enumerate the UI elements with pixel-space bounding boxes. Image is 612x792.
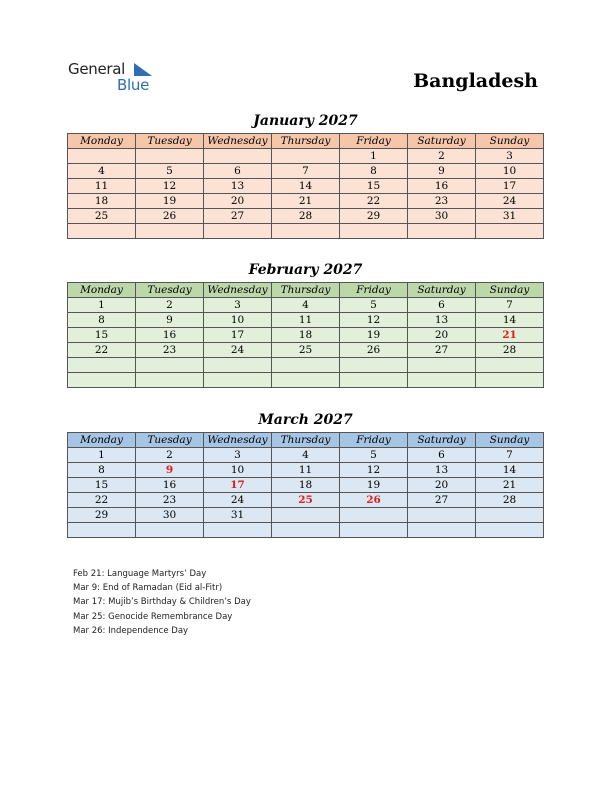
week-row <box>68 463 544 478</box>
day-cell: 26 <box>340 493 408 508</box>
day-cell: 6 <box>204 164 272 179</box>
day-cell: 24 <box>204 493 272 508</box>
day-cell: 9 <box>136 463 204 478</box>
calendar-march <box>67 432 544 538</box>
day-cell: 31 <box>204 508 272 523</box>
day-cell: 29 <box>340 209 408 224</box>
empty-day-cell <box>340 373 408 388</box>
weekday-header-row <box>68 283 544 298</box>
empty-day-cell <box>272 373 340 388</box>
day-cell: 17 <box>204 328 272 343</box>
calendar-body <box>68 298 544 388</box>
day-cell: 17 <box>204 478 272 493</box>
day-cell: 19 <box>136 194 204 209</box>
week-row <box>68 358 544 373</box>
empty-day-cell <box>476 224 544 239</box>
weekday-header-sunday: Sunday <box>476 283 544 298</box>
day-cell: 18 <box>272 328 340 343</box>
week-row <box>68 179 544 194</box>
day-cell: 22 <box>68 493 136 508</box>
day-cell: 8 <box>68 313 136 328</box>
empty-day-cell <box>408 358 476 373</box>
day-cell: 16 <box>136 328 204 343</box>
day-cell: 18 <box>272 478 340 493</box>
empty-day-cell <box>408 224 476 239</box>
weekday-header-saturday: Saturday <box>408 134 476 149</box>
day-cell: 26 <box>136 209 204 224</box>
day-cell: 11 <box>272 313 340 328</box>
empty-day-cell <box>272 224 340 239</box>
week-row <box>68 508 544 523</box>
weekday-header-monday: Monday <box>68 134 136 149</box>
day-cell: 18 <box>68 194 136 209</box>
weekday-header-monday: Monday <box>68 433 136 448</box>
day-cell: 20 <box>408 328 476 343</box>
week-row <box>68 448 544 463</box>
week-row <box>68 209 544 224</box>
day-cell: 13 <box>408 313 476 328</box>
week-row <box>68 164 544 179</box>
empty-day-cell <box>204 523 272 538</box>
weekday-header-friday: Friday <box>340 433 408 448</box>
weekday-header-monday: Monday <box>68 283 136 298</box>
weekday-header-saturday: Saturday <box>408 433 476 448</box>
day-cell: 6 <box>408 448 476 463</box>
day-cell: 24 <box>204 343 272 358</box>
day-cell: 1 <box>68 448 136 463</box>
empty-day-cell <box>68 373 136 388</box>
empty-day-cell <box>340 358 408 373</box>
calendar-february <box>67 282 544 388</box>
weekday-header-tuesday: Tuesday <box>136 433 204 448</box>
day-cell: 4 <box>272 298 340 313</box>
day-cell: 31 <box>476 209 544 224</box>
holiday-note: Feb 21: Language Martyrs’ Day <box>73 569 207 579</box>
day-cell: 13 <box>204 179 272 194</box>
weekday-header-wednesday: Wednesday <box>204 134 272 149</box>
week-row <box>68 523 544 538</box>
day-cell: 25 <box>68 209 136 224</box>
week-row <box>68 224 544 239</box>
day-cell: 7 <box>476 298 544 313</box>
logo <box>68 60 158 96</box>
weekday-header-saturday: Saturday <box>408 283 476 298</box>
empty-day-cell <box>68 149 136 164</box>
empty-day-cell <box>68 224 136 239</box>
day-cell: 27 <box>204 209 272 224</box>
day-cell: 20 <box>408 478 476 493</box>
empty-day-cell <box>340 508 408 523</box>
day-cell: 27 <box>408 343 476 358</box>
day-cell: 25 <box>272 493 340 508</box>
calendar-january <box>67 133 544 239</box>
day-cell: 1 <box>68 298 136 313</box>
empty-day-cell <box>340 523 408 538</box>
weekday-header-sunday: Sunday <box>476 433 544 448</box>
day-cell: 4 <box>272 448 340 463</box>
week-row <box>68 328 544 343</box>
empty-day-cell <box>272 523 340 538</box>
weekday-header-friday: Friday <box>340 134 408 149</box>
day-cell: 16 <box>408 179 476 194</box>
weekday-header-tuesday: Tuesday <box>136 134 204 149</box>
day-cell: 26 <box>340 343 408 358</box>
day-cell: 7 <box>272 164 340 179</box>
weekday-header-thursday: Thursday <box>272 283 340 298</box>
weekday-header-friday: Friday <box>340 283 408 298</box>
empty-day-cell <box>340 224 408 239</box>
day-cell: 22 <box>340 194 408 209</box>
week-row <box>68 478 544 493</box>
day-cell: 21 <box>476 328 544 343</box>
day-cell: 21 <box>272 194 340 209</box>
weekday-header-sunday: Sunday <box>476 134 544 149</box>
day-cell: 3 <box>204 448 272 463</box>
weekday-header-tuesday: Tuesday <box>136 283 204 298</box>
day-cell: 16 <box>136 478 204 493</box>
day-cell: 25 <box>272 343 340 358</box>
day-cell: 17 <box>476 179 544 194</box>
month-title-march: March 2027 <box>258 412 353 428</box>
week-row <box>68 373 544 388</box>
day-cell: 7 <box>476 448 544 463</box>
logo-general-text: General <box>68 60 126 78</box>
day-cell: 14 <box>476 463 544 478</box>
day-cell: 15 <box>68 328 136 343</box>
day-cell: 2 <box>408 149 476 164</box>
day-cell: 21 <box>476 478 544 493</box>
day-cell: 11 <box>68 179 136 194</box>
day-cell: 8 <box>68 463 136 478</box>
empty-day-cell <box>136 358 204 373</box>
empty-day-cell <box>476 523 544 538</box>
day-cell: 4 <box>68 164 136 179</box>
week-row <box>68 313 544 328</box>
week-row <box>68 343 544 358</box>
week-row <box>68 493 544 508</box>
empty-day-cell <box>476 358 544 373</box>
calendar-body <box>68 149 544 239</box>
day-cell: 10 <box>204 313 272 328</box>
empty-day-cell <box>68 523 136 538</box>
holiday-note: Mar 17: Mujib’s Birthday & Children’s Day <box>73 597 251 608</box>
day-cell: 2 <box>136 298 204 313</box>
day-cell: 14 <box>476 313 544 328</box>
day-cell: 12 <box>340 463 408 478</box>
weekday-header-thursday: Thursday <box>272 134 340 149</box>
empty-day-cell <box>204 224 272 239</box>
day-cell: 30 <box>136 508 204 523</box>
day-cell: 24 <box>476 194 544 209</box>
day-cell: 15 <box>340 179 408 194</box>
day-cell: 6 <box>408 298 476 313</box>
day-cell: 19 <box>340 328 408 343</box>
day-cell: 5 <box>340 448 408 463</box>
calendar-body <box>68 448 544 538</box>
country-title: Bangladesh <box>413 70 538 92</box>
empty-day-cell <box>408 508 476 523</box>
day-cell: 23 <box>136 493 204 508</box>
day-cell: 20 <box>204 194 272 209</box>
day-cell: 12 <box>340 313 408 328</box>
holiday-note: Mar 25: Genocide Remembrance Day <box>73 611 233 622</box>
holiday-note: Mar 26: Independence Day <box>73 625 189 636</box>
week-row <box>68 298 544 313</box>
month-title-january: January 2027 <box>253 113 358 129</box>
logo-blue-text: Blue <box>117 76 149 94</box>
weekday-header-wednesday: Wednesday <box>204 433 272 448</box>
day-cell: 28 <box>272 209 340 224</box>
day-cell: 22 <box>68 343 136 358</box>
day-cell: 23 <box>136 343 204 358</box>
holiday-note: Mar 9: End of Ramadan (Eid al-Fitr) <box>73 583 223 594</box>
day-cell: 8 <box>340 164 408 179</box>
empty-day-cell <box>272 358 340 373</box>
empty-day-cell <box>68 358 136 373</box>
empty-day-cell <box>272 149 340 164</box>
day-cell: 28 <box>476 343 544 358</box>
day-cell: 1 <box>340 149 408 164</box>
day-cell: 29 <box>68 508 136 523</box>
week-row <box>68 149 544 164</box>
empty-day-cell <box>408 523 476 538</box>
day-cell: 10 <box>204 463 272 478</box>
empty-day-cell <box>136 373 204 388</box>
empty-day-cell <box>476 373 544 388</box>
day-cell: 13 <box>408 463 476 478</box>
logo-triangle-icon <box>134 63 152 77</box>
empty-day-cell <box>272 508 340 523</box>
day-cell: 5 <box>340 298 408 313</box>
day-cell: 15 <box>68 478 136 493</box>
day-cell: 11 <box>272 463 340 478</box>
empty-day-cell <box>408 373 476 388</box>
day-cell: 9 <box>408 164 476 179</box>
weekday-header-wednesday: Wednesday <box>204 283 272 298</box>
holiday-notes <box>73 567 251 638</box>
day-cell: 12 <box>136 179 204 194</box>
day-cell: 14 <box>272 179 340 194</box>
day-cell: 9 <box>136 313 204 328</box>
empty-day-cell <box>204 373 272 388</box>
day-cell: 3 <box>204 298 272 313</box>
week-row <box>68 194 544 209</box>
day-cell: 10 <box>476 164 544 179</box>
day-cell: 3 <box>476 149 544 164</box>
day-cell: 28 <box>476 493 544 508</box>
day-cell: 30 <box>408 209 476 224</box>
day-cell: 2 <box>136 448 204 463</box>
empty-day-cell <box>136 523 204 538</box>
empty-day-cell <box>136 224 204 239</box>
day-cell: 27 <box>408 493 476 508</box>
empty-day-cell <box>204 149 272 164</box>
empty-day-cell <box>204 358 272 373</box>
weekday-header-thursday: Thursday <box>272 433 340 448</box>
empty-day-cell <box>136 149 204 164</box>
day-cell: 23 <box>408 194 476 209</box>
day-cell: 5 <box>136 164 204 179</box>
day-cell: 19 <box>340 478 408 493</box>
weekday-header-row <box>68 134 544 149</box>
weekday-header-row <box>68 433 544 448</box>
month-title-february: February 2027 <box>248 262 363 278</box>
empty-day-cell <box>476 508 544 523</box>
